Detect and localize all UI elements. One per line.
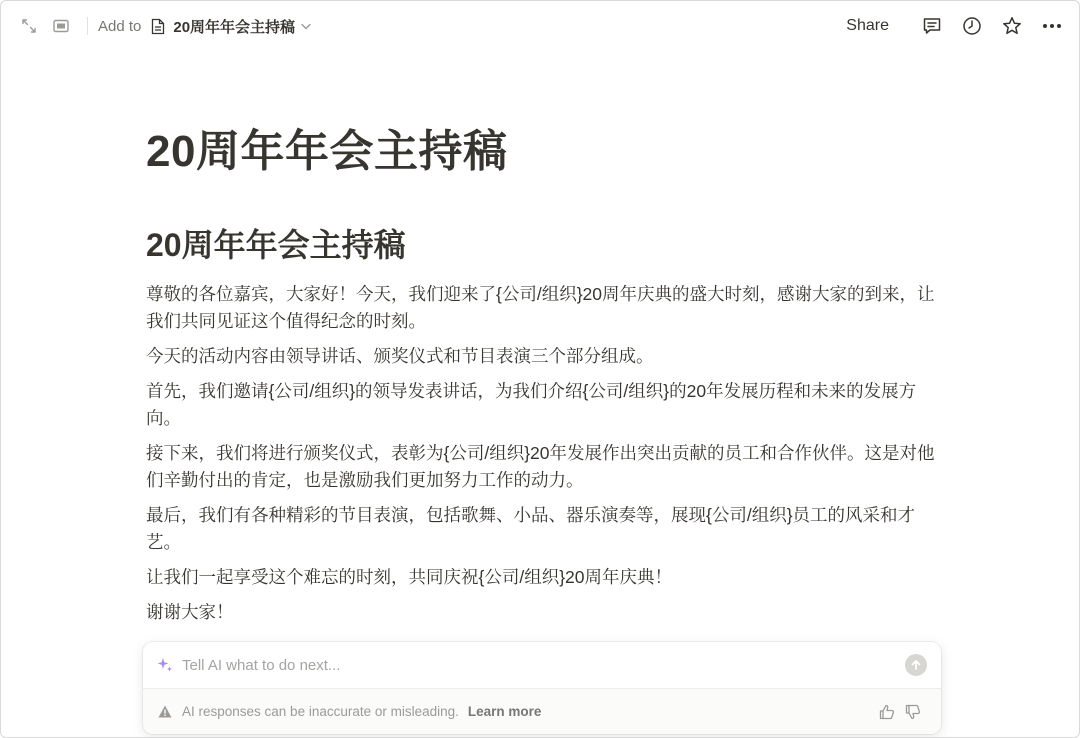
paragraph[interactable]: 谢谢大家！ [146,602,234,622]
ai-disclaimer-text: AI responses can be inaccurate or misleading. [182,704,459,719]
document-icon [151,17,167,35]
ai-prompt-panel [143,642,941,734]
ai-input-row [143,642,941,688]
topbar-right [846,1,1065,51]
topbar-left [1,14,311,38]
add-to-button[interactable]: Add to [98,17,142,35]
warning-icon [158,704,174,720]
paragraph[interactable]: 接下来，我们将进行颁奖仪式，表彰为{公司/组织}20年发展作出突出贡献的员工和合作伙伴。这是对他们辛勤付出的肯定，也是激励我们更加努力工作的动力。 [146,443,935,490]
send-arrow-icon[interactable] [905,654,927,676]
collapse-icon[interactable] [17,14,41,38]
paragraph[interactable]: 今天的活动内容由领导讲话、颁奖仪式和节目表演三个部分组成。 [146,346,654,366]
top-bar [1,1,1079,51]
sparkle-icon [156,656,174,674]
paragraph[interactable]: 尊敬的各位嘉宾，大家好！今天，我们迎来了{公司/组织}20周年庆典的盛大时刻，感谢大家的到来，让我们共同见证这个值得纪念的时刻。 [146,284,935,331]
paragraph[interactable]: 让我们一起享受这个难忘的时刻，共同庆祝{公司/组织}20周年庆典！ [146,567,673,587]
sidebar-peek-icon[interactable] [49,14,73,38]
paragraph[interactable]: 首先，我们邀请{公司/组织}的领导发表讲话，为我们介绍{公司/组织}的20年发展历程和未来的发展方向。 [146,381,917,428]
learn-more-link[interactable]: Learn more [467,704,542,719]
thumbs-down-icon[interactable] [903,702,923,722]
history-icon[interactable] [959,13,985,39]
page-content [146,121,936,626]
ai-prompt-input[interactable] [182,657,872,674]
breadcrumb-title: 20周年年会主持稿 [173,18,296,36]
ai-disclaimer-row [143,688,941,734]
thumbs-up-icon[interactable] [877,702,897,722]
topbar-divider [87,17,88,35]
feedback-buttons [871,702,923,722]
chevron-down-icon[interactable] [301,23,311,30]
page-title[interactable]: 20周年年会主持稿 [146,127,508,176]
comment-icon[interactable] [919,13,945,39]
star-icon[interactable] [999,13,1025,39]
heading-1[interactable]: 20周年年会主持稿 [146,227,406,263]
share-button[interactable]: Share [846,17,889,34]
breadcrumb-document[interactable] [151,16,311,37]
paragraph[interactable]: 最后，我们有各种精彩的节目表演，包括歌舞、小品、器乐演奏等，展现{公司/组织}员工的风采和才艺。 [146,505,916,552]
more-icon[interactable] [1039,13,1065,39]
